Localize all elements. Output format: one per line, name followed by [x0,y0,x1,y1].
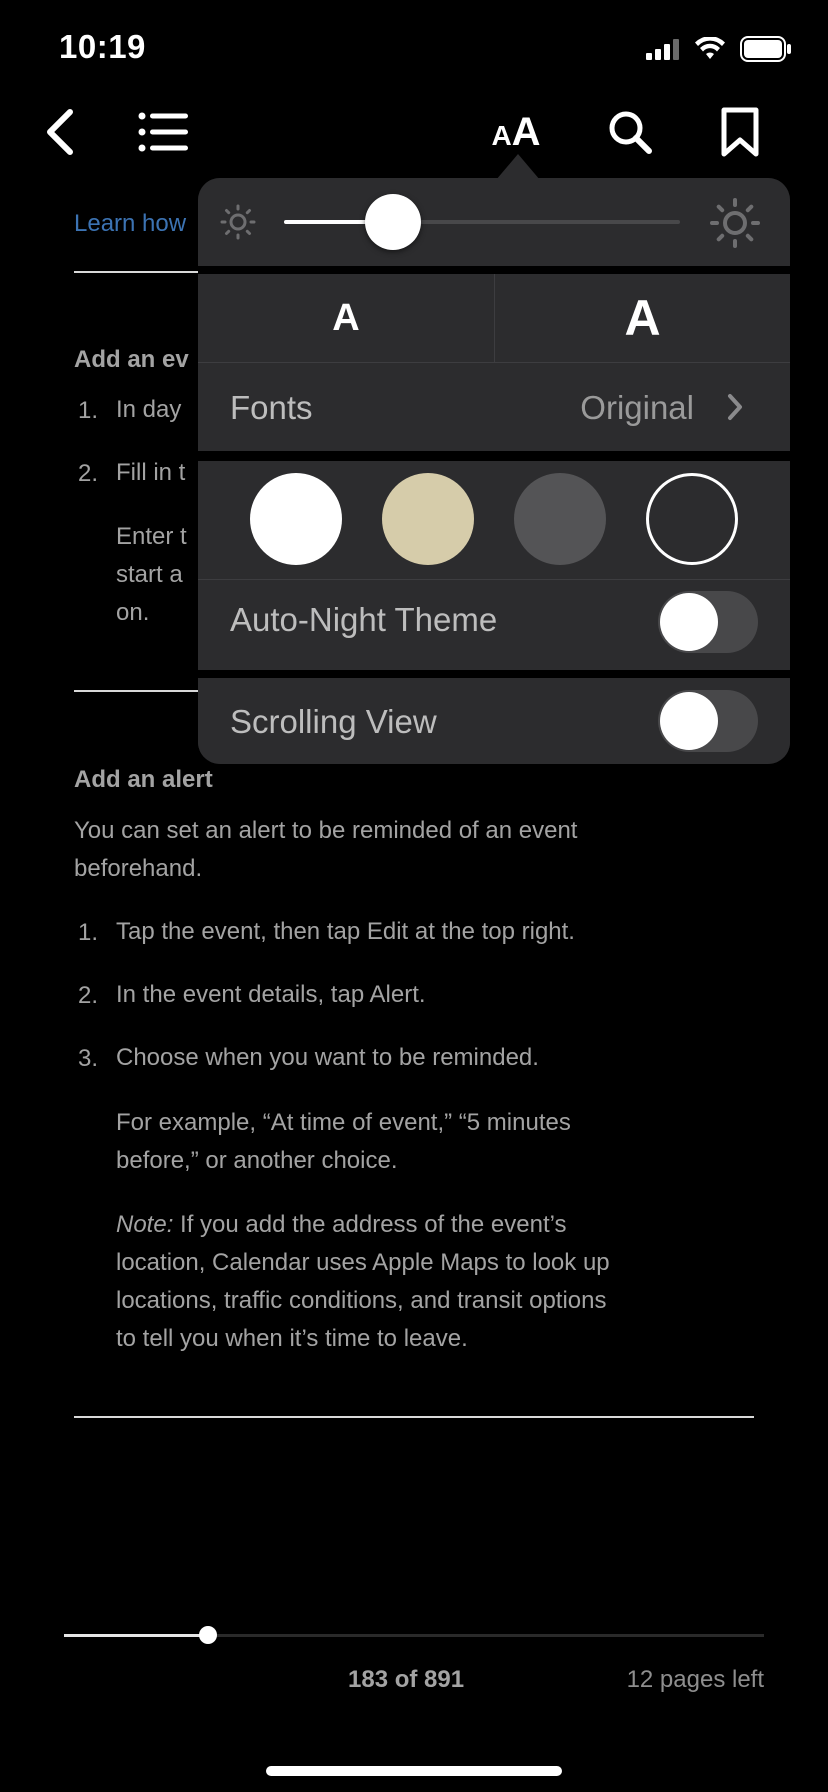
paragraph-line: on. [116,599,150,626]
increase-font-button[interactable]: A [624,290,661,346]
note-line [116,1206,567,1244]
note-line: location, Calendar uses Apple Maps to look up [116,1249,610,1276]
paragraph-line: Enter t [116,523,187,550]
learn-how-link[interactable]: Learn how [74,210,187,237]
font-size-section [198,274,790,362]
paragraph-line: For example, “At time of event,” “5 minutes [116,1109,571,1136]
list-item: In the event details, tap Alert. [116,981,426,1008]
section-heading: Add an alert [74,766,213,793]
reading-progress-fill [64,1634,208,1637]
note-text: If you add the address of the event’s [173,1211,567,1238]
pages-left: 12 pages left [626,1666,764,1693]
appearance-popover [198,178,790,764]
scrolling-view-row [198,678,790,764]
section-gap [198,451,790,461]
bookmark-button[interactable] [708,100,772,164]
reading-progress-thumb[interactable] [199,1626,217,1644]
section-gap [198,266,790,274]
list-number: 1. [78,397,99,424]
page-count: 183 of 891 [348,1666,465,1693]
theme-white-button[interactable] [250,473,342,565]
list-item: Fill in t [116,459,186,486]
paragraph-line: start a [116,561,183,588]
chevron-right-icon [726,393,744,421]
status-time: 10:19 [59,28,146,65]
toggle-knob [660,692,718,750]
wifi-icon [694,37,726,61]
search-button[interactable] [598,100,662,164]
theme-sepia-button[interactable] [382,473,474,565]
fonts-row[interactable] [198,363,790,451]
fonts-label: Fonts [230,389,313,426]
toggle-knob [660,593,718,651]
cellular-signal-icon [646,38,680,60]
section-heading: Add an ev [74,346,189,373]
brightness-section [198,178,790,266]
divider [74,1416,754,1418]
scrolling-view-label: Scrolling View [230,703,437,740]
list-number: 2. [78,982,99,1009]
bookmark-icon [720,106,760,158]
decrease-font-button[interactable]: A [332,296,360,339]
popover-arrow [496,154,540,180]
auto-night-label: Auto-Night Theme [230,601,498,638]
table-of-contents-button[interactable] [132,100,196,164]
list-item: Tap the event, then tap Edit at the top right. [116,918,575,945]
note-line: locations, traffic conditions, and transit options [116,1287,607,1314]
list-number: 3. [78,1045,99,1072]
fonts-value: Original [580,389,694,426]
scrolling-view-toggle[interactable] [658,690,758,752]
section-gap [198,670,790,678]
back-button[interactable] [28,100,92,164]
list-item: In day [116,396,182,423]
note-line: to tell you when it’s time to leave. [116,1325,468,1352]
appearance-icon: AA [491,109,541,154]
search-icon [607,109,653,155]
list-item: Choose when you want to be reminded. [116,1044,539,1071]
divider [74,690,204,692]
paragraph-line: You can set an alert to be reminded of an event [74,817,578,844]
divider [198,579,790,580]
battery-icon [740,36,792,62]
theme-night-button[interactable] [646,473,738,565]
paragraph-line: beforehand. [74,855,203,882]
theme-gray-button[interactable] [514,473,606,565]
home-indicator[interactable] [266,1766,562,1776]
chevron-left-icon [42,108,78,156]
brightness-slider-thumb[interactable] [365,194,421,250]
divider [74,271,204,273]
auto-night-toggle[interactable] [658,591,758,653]
note-label: Note: [116,1211,174,1238]
sun-small-icon [220,204,256,240]
list-icon [138,112,190,152]
paragraph-line: before,” or another choice. [116,1147,398,1174]
status-icons [646,36,792,62]
list-number: 2. [78,460,99,487]
sun-large-icon [710,198,760,248]
list-number: 1. [78,919,99,946]
